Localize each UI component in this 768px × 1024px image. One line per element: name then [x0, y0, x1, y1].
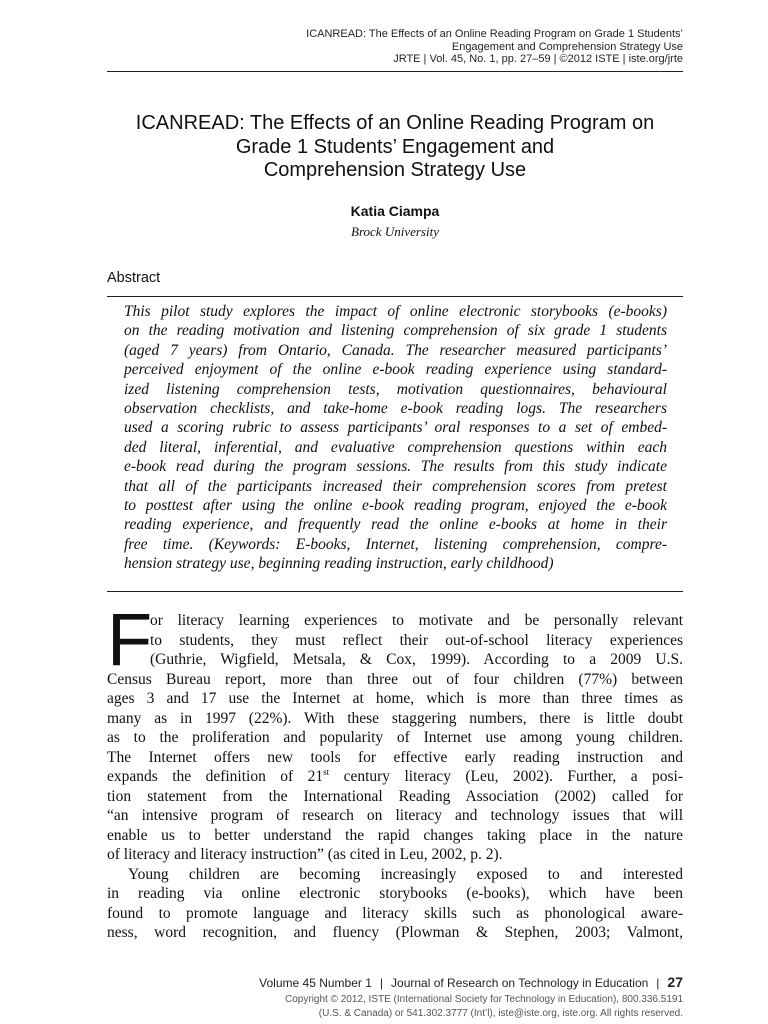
article-title [107, 112, 683, 183]
title-line: Grade 1 Students’ Engagement and [235, 135, 555, 158]
abstract-line: ded literal, inferential, and evaluative comprehension questions within each [124, 438, 667, 456]
abstract-rule-bottom [107, 591, 683, 592]
running-head-line: ICANREAD: The Effects of an Online Reading Program on Grade 1 Students’ [306, 28, 683, 40]
abstract-line: ized listening comprehension tests, motivation questionnaires, behavioural [124, 380, 667, 398]
body-line: ages 3 and 17 use the Internet at home, which is more than three times as [107, 690, 683, 707]
author-name: Katia Ciampa [350, 203, 440, 219]
abstract-line: reading experience, and frequently read the online e-books at home in their [124, 516, 667, 534]
abstract-rule-top [107, 296, 683, 297]
abstract-line: that all of the participants increased their comprehension scores from pretest [124, 477, 667, 495]
body-text-fragment: century literacy (Leu, 2002). Further, a posi- [329, 768, 684, 785]
abstract-line: e-book read during the program sessions. The results from this study indicate [124, 458, 667, 476]
copyright-line: (U.S. & Canada) or 541.302.3777 (Int’l), iste@iste.org, iste.org. All rights reserved. [318, 1007, 683, 1019]
superscript-st: st [323, 767, 330, 777]
body-line: or literacy learning experiences to motivate and be personally relevant [150, 612, 683, 629]
footer-volume: Volume 45 Number 1 [259, 976, 372, 990]
abstract-line: to posttest after using the online e-book reading program, enjoyed the e-book [124, 497, 667, 515]
running-head [306, 28, 683, 66]
abstract-line: free time. (Keywords: E-books, Internet, listening comprehension, compre- [124, 535, 667, 553]
body-line: “an intensive program of research on literacy and technology issues that will [107, 807, 683, 824]
title-line: ICANREAD: The Effects of an Online Reading Program on [135, 112, 655, 134]
copyright-notice [285, 993, 683, 1020]
title-line: Comprehension Strategy Use [263, 159, 527, 181]
body-line: Young children are becoming increasingly exposed to and interested [128, 865, 683, 883]
body-line: enable us to better understand the rapid changes taking place in the nature [107, 826, 683, 844]
body-line [107, 767, 683, 787]
footer-separator: | [379, 976, 384, 990]
body-line: found to promote language and literacy skills such as phonological aware- [107, 904, 683, 922]
copyright-line: Copyright © 2012, ISTE (International Society for Technology in Education), 800.336.5191 [285, 994, 683, 1005]
body-line: in reading via online electronic storybooks (e-books), which have been [107, 885, 683, 902]
body-line: Census Bureau report, more than three out of four children (77%) between [107, 670, 683, 688]
body-text-fragment: expands the definition of 21 [107, 768, 324, 785]
abstract-line: perceived enjoyment of the online e-book reading experience using standard- [124, 361, 667, 379]
abstract-line: (aged 7 years) from Ontario, Canada. The researcher measured participants’ [124, 341, 667, 359]
body-line: (Guthrie, Wigfield, Metsala, & Cox, 1999). According to a 2009 U.S. [150, 651, 683, 668]
abstract-text [124, 302, 667, 574]
body-line: tion statement from the International Reading Association (2002) called for [107, 787, 683, 805]
abstract-line: observation checklists, and take-home e-book reading logs. The researchers [124, 400, 667, 418]
drop-cap: F [107, 598, 153, 681]
abstract-line: hension strategy use, beginning reading instruction, early childhood) [124, 555, 554, 573]
abstract-line: on the reading motivation and listening comprehension of six grade 1 students [124, 322, 667, 340]
abstract-line: used a scoring rubric to assess participants’ oral responses to a set of embed- [124, 419, 667, 437]
body-line: to students, they must reflect their out-of-school literacy experiences [150, 631, 683, 649]
body-text [107, 611, 683, 943]
body-line: ness, word recognition, and fluency (Plowman & Stephen, 2003; Valmont, [107, 924, 683, 941]
running-head-line: Engagement and Comprehension Strategy Use [451, 40, 683, 53]
footer-separator: | [656, 976, 660, 990]
author-affiliation: Brock University [351, 224, 439, 239]
body-line: as to the proliferation and popularity of Internet use among young children. [107, 729, 683, 746]
body-line: The Internet offers new tools for effective early reading instruction and [107, 748, 683, 766]
page-footer [259, 974, 683, 990]
page-number: 27 [667, 974, 683, 990]
body-line: of literacy and literacy instruction” (as cited in Leu, 2002, p. 2). [107, 846, 503, 863]
header-rule [107, 71, 683, 72]
body-line: many as in 1997 (22%). With these staggering numbers, there is little doubt [107, 709, 683, 727]
running-head-citation: JRTE | Vol. 45, No. 1, pp. 27–59 | ©2012 ISTE | iste.org/jrte [393, 53, 683, 65]
abstract-line: This pilot study explores the impact of online electronic storybooks (e-books) [124, 303, 667, 320]
footer-journal: Journal of Research on Technology in Education [391, 976, 649, 990]
abstract-heading: Abstract [107, 270, 161, 286]
